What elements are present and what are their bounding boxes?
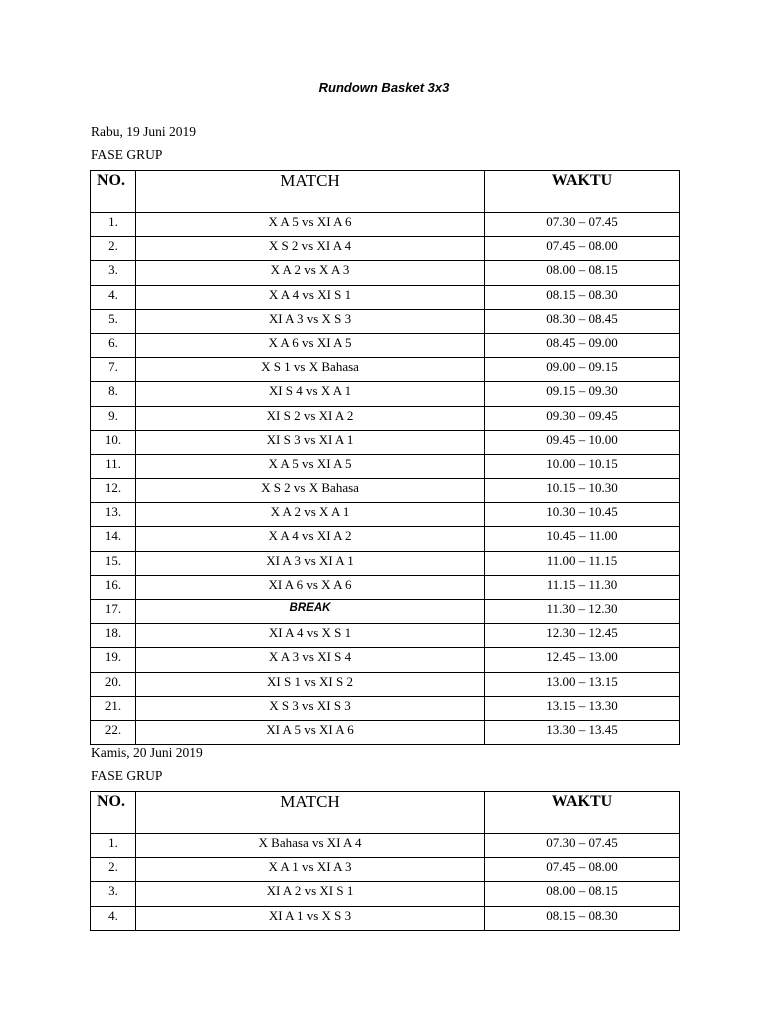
row-number: 16. — [91, 575, 136, 599]
table-row — [91, 906, 680, 930]
day1-phase: FASE GRUP — [91, 147, 163, 162]
time-cell: 10.00 – 10.15 — [485, 454, 680, 478]
match-cell: X A 5 vs XI A 5 — [136, 454, 485, 478]
match-cell: X A 3 vs XI S 4 — [136, 648, 485, 672]
match-cell: XI S 4 vs X A 1 — [136, 382, 485, 406]
match-cell: X A 5 vs XI A 6 — [136, 213, 485, 237]
table-header-row — [91, 171, 680, 213]
row-number: 13. — [91, 503, 136, 527]
match-cell: X A 6 vs XI A 5 — [136, 333, 485, 357]
row-number: 9. — [91, 406, 136, 430]
time-cell: 10.45 – 11.00 — [485, 527, 680, 551]
row-number: 2. — [91, 858, 136, 882]
table-row — [91, 527, 680, 551]
match-cell: XI A 5 vs XI A 6 — [136, 720, 485, 744]
column-header-no: NO. — [91, 171, 136, 213]
time-cell: 08.00 – 08.15 — [485, 882, 680, 906]
table-row — [91, 213, 680, 237]
table-row — [91, 261, 680, 285]
table-row — [91, 882, 680, 906]
time-cell: 12.45 – 13.00 — [485, 648, 680, 672]
time-cell: 08.00 – 08.15 — [485, 261, 680, 285]
match-cell: X A 4 vs XI S 1 — [136, 285, 485, 309]
time-cell: 13.30 – 13.45 — [485, 720, 680, 744]
time-cell: 09.30 – 09.45 — [485, 406, 680, 430]
match-cell: X S 2 vs XI A 4 — [136, 237, 485, 261]
time-cell: 11.15 – 11.30 — [485, 575, 680, 599]
row-number: 7. — [91, 358, 136, 382]
row-number: 4. — [91, 906, 136, 930]
time-cell: 10.30 – 10.45 — [485, 503, 680, 527]
table-row — [91, 834, 680, 858]
day1-date: Rabu, 19 Juni 2019 — [91, 124, 197, 139]
table-row — [91, 358, 680, 382]
table-row — [91, 551, 680, 575]
day2-phase: FASE GRUP — [91, 768, 163, 783]
day2-schedule-table — [90, 791, 680, 931]
table-row — [91, 696, 680, 720]
row-number: 10. — [91, 430, 136, 454]
row-number: 3. — [91, 882, 136, 906]
row-number: 22. — [91, 720, 136, 744]
table-row — [91, 237, 680, 261]
table-row — [91, 382, 680, 406]
time-cell: 07.45 – 08.00 — [485, 237, 680, 261]
row-number: 6. — [91, 333, 136, 357]
match-cell: X A 4 vs XI A 2 — [136, 527, 485, 551]
row-number: 18. — [91, 624, 136, 648]
table-header-row — [91, 792, 680, 834]
time-cell: 11.30 – 12.30 — [485, 600, 680, 624]
time-cell: 12.30 – 12.45 — [485, 624, 680, 648]
row-number: 11. — [91, 454, 136, 478]
column-header-match: MATCH — [136, 792, 485, 834]
table-row — [91, 720, 680, 744]
day1-table-body — [91, 213, 680, 745]
table-row — [91, 624, 680, 648]
match-cell: XI A 1 vs X S 3 — [136, 906, 485, 930]
row-number: 12. — [91, 479, 136, 503]
match-cell: X Bahasa vs XI A 4 — [136, 834, 485, 858]
day2-date: Kamis, 20 Juni 2019 — [91, 745, 203, 760]
row-number: 19. — [91, 648, 136, 672]
table-row — [91, 600, 680, 624]
time-cell: 11.00 – 11.15 — [485, 551, 680, 575]
day1-schedule-table — [90, 170, 680, 745]
row-number: 8. — [91, 382, 136, 406]
match-cell: XI A 6 vs X A 6 — [136, 575, 485, 599]
match-cell: XI A 4 vs X S 1 — [136, 624, 485, 648]
match-cell: XI S 1 vs XI S 2 — [136, 672, 485, 696]
time-cell: 07.45 – 08.00 — [485, 858, 680, 882]
row-number: 2. — [91, 237, 136, 261]
row-number: 15. — [91, 551, 136, 575]
match-cell: X A 1 vs XI A 3 — [136, 858, 485, 882]
time-cell: 07.30 – 07.45 — [485, 834, 680, 858]
time-cell: 07.30 – 07.45 — [485, 213, 680, 237]
table-row — [91, 479, 680, 503]
row-number: 1. — [91, 213, 136, 237]
table-row — [91, 503, 680, 527]
time-cell: 08.45 – 09.00 — [485, 333, 680, 357]
row-number: 20. — [91, 672, 136, 696]
row-number: 14. — [91, 527, 136, 551]
time-cell: 10.15 – 10.30 — [485, 479, 680, 503]
document-title: Rundown Basket 3x3 — [318, 80, 450, 95]
match-cell: X S 2 vs X Bahasa — [136, 479, 485, 503]
match-cell: X S 3 vs XI S 3 — [136, 696, 485, 720]
row-number: 17. — [91, 600, 136, 624]
match-cell: X S 1 vs X Bahasa — [136, 358, 485, 382]
time-cell: 13.00 – 13.15 — [485, 672, 680, 696]
row-number: 5. — [91, 309, 136, 333]
table-row — [91, 406, 680, 430]
match-cell: XI S 2 vs XI A 2 — [136, 406, 485, 430]
match-cell: XI A 3 vs X S 3 — [136, 309, 485, 333]
table-row — [91, 858, 680, 882]
time-cell: 09.15 – 09.30 — [485, 382, 680, 406]
row-number: 3. — [91, 261, 136, 285]
row-number: 1. — [91, 834, 136, 858]
row-number: 21. — [91, 696, 136, 720]
table-row — [91, 454, 680, 478]
day2-table-body — [91, 834, 680, 931]
table-row — [91, 648, 680, 672]
match-cell: X A 2 vs X A 1 — [136, 503, 485, 527]
time-cell: 08.15 – 08.30 — [485, 906, 680, 930]
match-cell: X A 2 vs X A 3 — [136, 261, 485, 285]
match-cell: XI A 2 vs XI S 1 — [136, 882, 485, 906]
match-cell: XI S 3 vs XI A 1 — [136, 430, 485, 454]
table-row — [91, 672, 680, 696]
column-header-time: WAKTU — [485, 792, 680, 834]
time-cell: 09.00 – 09.15 — [485, 358, 680, 382]
column-header-match: MATCH — [136, 171, 485, 213]
table-row — [91, 333, 680, 357]
time-cell: 13.15 – 13.30 — [485, 696, 680, 720]
break-label: BREAK — [136, 600, 485, 624]
row-number: 4. — [91, 285, 136, 309]
time-cell: 09.45 – 10.00 — [485, 430, 680, 454]
time-cell: 08.15 – 08.30 — [485, 285, 680, 309]
column-header-time: WAKTU — [485, 171, 680, 213]
time-cell: 08.30 – 08.45 — [485, 309, 680, 333]
table-row — [91, 309, 680, 333]
table-row — [91, 285, 680, 309]
column-header-no: NO. — [91, 792, 136, 834]
table-row — [91, 430, 680, 454]
match-cell: XI A 3 vs XI A 1 — [136, 551, 485, 575]
table-row — [91, 575, 680, 599]
